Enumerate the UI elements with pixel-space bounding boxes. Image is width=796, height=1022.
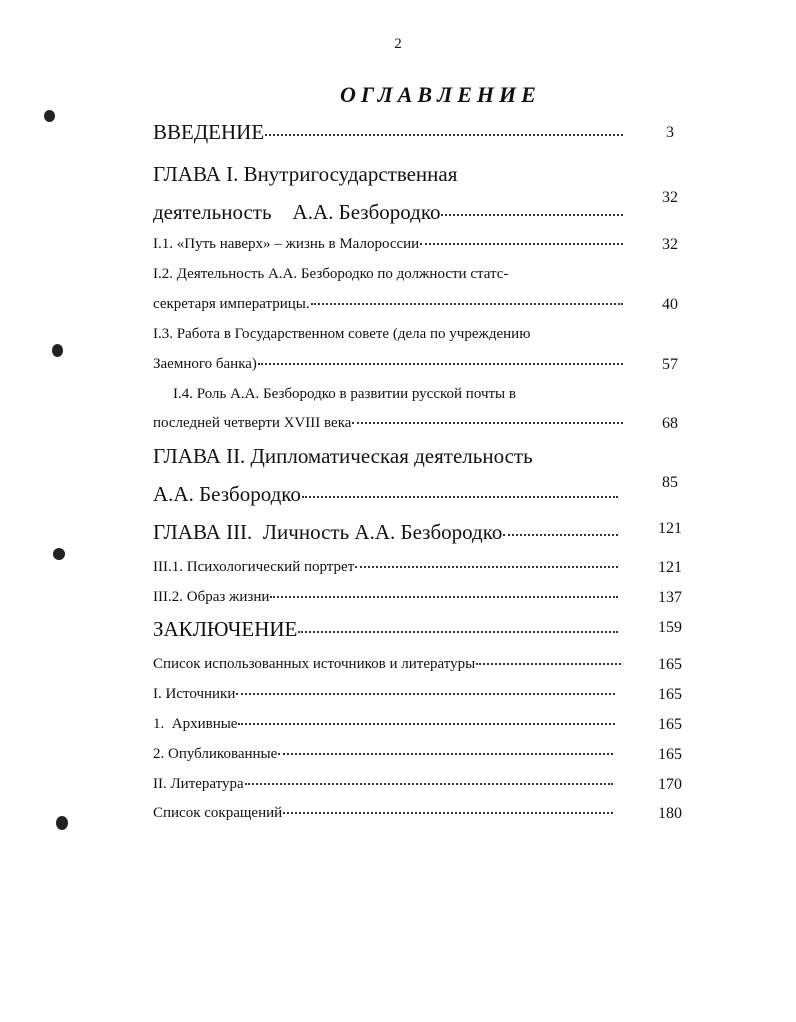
toc-entry-page: 85 bbox=[662, 474, 678, 491]
toc-entry-3-2 bbox=[153, 589, 618, 606]
toc-entry-text: I. Источники bbox=[153, 686, 236, 702]
toc-entry-1-3-line2 bbox=[153, 356, 623, 373]
leader-dots bbox=[352, 421, 623, 424]
toc-entry-chapter2-line2 bbox=[153, 482, 618, 507]
scan-speck bbox=[52, 344, 63, 357]
scan-speck bbox=[44, 110, 55, 122]
toc-entry-1-3-line1 bbox=[153, 326, 623, 343]
toc-entry-text: 2. Опубликованные bbox=[153, 746, 278, 762]
toc-entry-page: 57 bbox=[662, 356, 678, 373]
toc-entry-text: ВВЕДЕНИЕ bbox=[153, 120, 265, 144]
toc-entry-page: 165 bbox=[658, 716, 682, 733]
toc-entry-text: Список использованных источников и литературы bbox=[153, 656, 476, 672]
toc-entry-text: ГЛАВА I. Внутригосударственная bbox=[153, 162, 458, 186]
toc-entry-1-4-line1 bbox=[173, 386, 623, 403]
toc-entry-page: 40 bbox=[662, 296, 678, 313]
toc-entry-page: 165 bbox=[658, 686, 682, 703]
leader-dots bbox=[355, 565, 618, 568]
toc-entry-page: 68 bbox=[662, 415, 678, 432]
scan-speck bbox=[53, 548, 65, 560]
toc-entry-page: 32 bbox=[662, 236, 678, 253]
toc-entry-text: секретаря императрицы. bbox=[153, 296, 310, 312]
toc-entry-1-1 bbox=[153, 236, 623, 253]
toc-entry-page: 32 bbox=[662, 189, 678, 206]
leader-dots bbox=[283, 811, 613, 814]
leader-dots bbox=[238, 722, 615, 725]
leader-dots bbox=[420, 242, 623, 245]
leader-dots bbox=[265, 133, 623, 136]
toc-entry-text: I.2. Деятельность А.А. Безбородко по должности статс- bbox=[153, 266, 509, 282]
toc-entry-text: 1. Архивные bbox=[153, 716, 238, 732]
toc-entry-page: 165 bbox=[658, 746, 682, 763]
toc-entry-sources-list bbox=[153, 656, 621, 673]
toc-entry-chapter2-line1 bbox=[153, 444, 623, 469]
toc-entry-published bbox=[153, 746, 613, 763]
page-number: 2 bbox=[394, 36, 402, 52]
toc-entry-sources bbox=[153, 686, 615, 703]
toc-entry-text: II. Литература bbox=[153, 776, 244, 792]
toc-entry-conclusion bbox=[153, 617, 618, 642]
toc-entry-chapter1-line1 bbox=[153, 162, 623, 187]
toc-entry-1-2-line2 bbox=[153, 296, 623, 313]
toc-entry-text: ГЛАВА III. Личность А.А. Безбородко bbox=[153, 520, 503, 544]
toc-entry-archival bbox=[153, 716, 615, 733]
toc-entry-page: 159 bbox=[658, 619, 682, 636]
toc-entry-text: III.2. Образ жизни bbox=[153, 589, 270, 605]
toc-entry-page: 3 bbox=[666, 124, 674, 141]
toc-entry-text: I.4. Роль А.А. Безбородко в развитии русской почты в bbox=[173, 386, 516, 402]
toc-entry-abbreviations bbox=[153, 805, 613, 822]
scan-speck bbox=[56, 816, 68, 830]
toc-entry-page: 137 bbox=[658, 589, 682, 606]
leader-dots bbox=[245, 782, 613, 785]
toc-entry-text: I.1. «Путь наверх» – жизнь в Малороссии bbox=[153, 236, 420, 252]
toc-entry-page: 170 bbox=[658, 776, 682, 793]
leader-dots bbox=[441, 213, 623, 216]
toc-entry-page: 121 bbox=[658, 559, 682, 576]
toc-entry-page: 180 bbox=[658, 805, 682, 822]
leader-dots bbox=[302, 495, 618, 498]
leader-dots bbox=[476, 662, 621, 665]
toc-entry-text: деятельность А.А. Безбородко bbox=[153, 200, 441, 224]
toc-entry-chapter3 bbox=[153, 520, 618, 545]
toc-entry-literature bbox=[153, 776, 613, 793]
toc-entry-text: последней четверти XVIII века bbox=[153, 415, 352, 431]
toc-title: ОГЛАВЛЕНИЕ bbox=[340, 82, 541, 107]
toc-entry-text: Заемного банка) bbox=[153, 356, 257, 372]
leader-dots bbox=[236, 692, 615, 695]
toc-entry-1-2-line1 bbox=[153, 266, 623, 283]
toc-entry-text: III.1. Психологический портрет bbox=[153, 559, 355, 575]
toc-entry-text: Список сокращений bbox=[153, 805, 283, 821]
toc-entry-text: ГЛАВА II. Дипломатическая деятельность bbox=[153, 444, 533, 468]
toc-entry-3-1 bbox=[153, 559, 618, 576]
leader-dots bbox=[270, 595, 618, 598]
leader-dots bbox=[503, 533, 618, 536]
leader-dots bbox=[278, 752, 613, 755]
toc-entry-chapter1-line2 bbox=[153, 200, 623, 225]
leader-dots bbox=[311, 302, 623, 305]
leader-dots bbox=[258, 362, 623, 365]
toc-entry-page: 121 bbox=[658, 520, 682, 537]
toc-entry-1-4-line2 bbox=[153, 415, 623, 432]
toc-entry-text: I.3. Работа в Государственном совете (дела по учреждению bbox=[153, 326, 531, 342]
toc-entry-text: ЗАКЛЮЧЕНИЕ bbox=[153, 617, 298, 641]
toc-entry-introduction bbox=[153, 120, 623, 145]
leader-dots bbox=[298, 630, 618, 633]
toc-entry-text: А.А. Безбородко bbox=[153, 482, 301, 506]
toc-entry-page: 165 bbox=[658, 656, 682, 673]
